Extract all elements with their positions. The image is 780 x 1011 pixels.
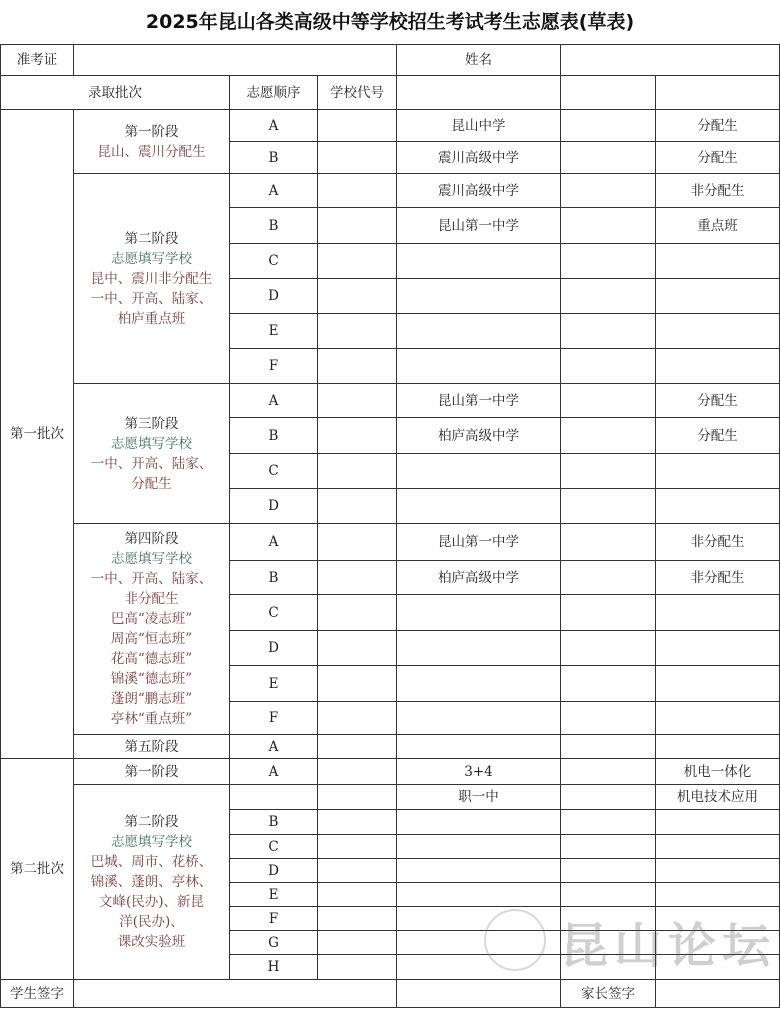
admission-type-field[interactable] (656, 595, 780, 631)
school-code-field[interactable] (318, 907, 397, 931)
school-code-field[interactable] (318, 859, 397, 883)
choice-order: B (230, 561, 318, 595)
choice-order: F (230, 702, 318, 735)
school-code-field[interactable] (318, 759, 397, 785)
choice-order: A (230, 384, 318, 418)
exam-id-label: 准考证 (1, 45, 74, 76)
choice-order: C (230, 835, 318, 859)
stage-title: 第五阶段 (74, 735, 230, 759)
school-name-field[interactable]: 震川高级中学 (397, 174, 561, 208)
school-name-field[interactable] (397, 702, 561, 735)
choice-order: B (230, 810, 318, 835)
admission-type-field[interactable]: 非分配生 (656, 561, 780, 595)
parent-signature-label: 家长签字 (561, 980, 656, 1008)
school-name-field[interactable] (397, 735, 561, 759)
school-name-field[interactable] (397, 907, 561, 931)
school-code-field[interactable] (318, 349, 397, 384)
extra-field[interactable] (561, 666, 656, 702)
school-name-field[interactable] (397, 666, 561, 702)
admission-type-field[interactable] (656, 735, 780, 759)
school-code-field[interactable] (318, 384, 397, 418)
stage-title: 第三阶段 (124, 415, 179, 432)
batch-header: 录取批次 (1, 76, 230, 110)
name-field[interactable] (561, 45, 780, 76)
school-name-field[interactable] (397, 489, 561, 524)
extra-field[interactable] (561, 595, 656, 631)
choice-order: E (230, 883, 318, 907)
admission-type-field[interactable] (656, 666, 780, 702)
extra-field[interactable] (561, 785, 656, 810)
school-code-field[interactable] (318, 631, 397, 666)
school-name-field[interactable]: 柏庐高级中学 (397, 561, 561, 595)
school-name-field[interactable]: 柏庐高级中学 (397, 418, 561, 454)
choice-order: D (230, 489, 318, 524)
admission-type-field[interactable] (656, 859, 780, 883)
extra-field[interactable] (561, 489, 656, 524)
school-name-field[interactable] (397, 314, 561, 349)
school-name-field[interactable]: 昆山第一中学 (397, 524, 561, 561)
extra-field[interactable] (561, 110, 656, 142)
extra-field[interactable] (561, 835, 656, 859)
batch-2-label: 第二批次 (1, 759, 74, 980)
application-form-table (0, 44, 780, 1008)
choice-order (230, 785, 318, 810)
stage-note: 分配生 (131, 475, 172, 492)
extra-field[interactable] (561, 208, 656, 244)
choice-order: E (230, 666, 318, 702)
stage-note: 花高“德志班” (110, 651, 193, 667)
extra-field[interactable] (561, 931, 656, 955)
extra-field[interactable] (561, 279, 656, 314)
choice-order: C (230, 595, 318, 631)
school-code-field[interactable] (318, 524, 397, 561)
admission-type-field[interactable] (656, 702, 780, 735)
school-code-field[interactable] (318, 835, 397, 859)
stage-note: 洋(民办)、 (119, 914, 184, 930)
batch-1-label: 第一批次 (1, 110, 74, 759)
stage-note: 一中、开高、陆家、 (90, 455, 213, 472)
admission-type-field[interactable] (656, 907, 780, 931)
stage-note: 柏庐重点班 (117, 310, 186, 327)
stage-title: 第二阶段 (124, 230, 179, 247)
extra-field[interactable] (561, 907, 656, 931)
extra-field[interactable] (561, 174, 656, 208)
admission-type-field[interactable] (656, 244, 780, 279)
student-signature-label: 学生签字 (1, 980, 74, 1008)
school-code-field[interactable] (318, 279, 397, 314)
extra-field[interactable] (561, 883, 656, 907)
admission-type-field[interactable]: 机电一体化 (656, 759, 780, 785)
extra-field[interactable] (561, 955, 656, 980)
choice-order: A (230, 174, 318, 208)
choice-order: D (230, 279, 318, 314)
school-code-field[interactable] (318, 702, 397, 735)
school-code-field[interactable] (318, 931, 397, 955)
admission-type-field[interactable] (656, 631, 780, 666)
stage-note: 昆中、震川非分配生 (90, 270, 213, 287)
choice-order: E (230, 314, 318, 349)
stage-note: 课改实验班 (117, 934, 186, 950)
stage-note: 锦溪、蓬朗、亭林、 (90, 874, 213, 890)
stage-note: 志愿填写学校 (111, 551, 192, 567)
school-name-field[interactable]: 昆山中学 (397, 110, 561, 142)
school-code-field[interactable] (318, 955, 397, 980)
admission-type-field[interactable] (656, 810, 780, 835)
admission-type-field[interactable] (656, 314, 780, 349)
school-code-field[interactable] (318, 244, 397, 279)
stage-description (74, 524, 230, 735)
admission-type-field[interactable] (656, 955, 780, 980)
admission-type-field[interactable] (656, 454, 780, 489)
admission-type-field[interactable]: 重点班 (656, 208, 780, 244)
extra-field[interactable] (561, 418, 656, 454)
choice-order: D (230, 631, 318, 666)
admission-type-field[interactable]: 非分配生 (656, 174, 780, 208)
stage-description (74, 384, 230, 524)
choice-order: A (230, 759, 318, 785)
choice-order: H (230, 955, 318, 980)
school-name-field[interactable] (397, 835, 561, 859)
admission-type-field[interactable]: 分配生 (656, 142, 780, 174)
stage-note: 一中、开高、陆家、 (90, 290, 213, 307)
stage-description (74, 110, 230, 174)
stage-title: 第二阶段 (124, 814, 179, 830)
stage-note: 巴城、周市、花桥、 (90, 854, 213, 870)
name-label: 姓名 (397, 45, 561, 76)
stage-note: 志愿填写学校 (111, 250, 192, 267)
type-header (656, 76, 780, 110)
admission-type-field[interactable]: 非分配生 (656, 524, 780, 561)
choice-order: F (230, 907, 318, 931)
choice-order: A (230, 110, 318, 142)
stage-note: 志愿填写学校 (111, 834, 192, 850)
school-name-field[interactable] (397, 279, 561, 314)
choice-order: B (230, 142, 318, 174)
school-code-field[interactable] (318, 785, 397, 810)
extra-field[interactable] (561, 384, 656, 418)
school-code-field[interactable] (318, 810, 397, 835)
blank-header (561, 76, 656, 110)
choice-order: C (230, 454, 318, 489)
extra-field[interactable] (561, 561, 656, 595)
school-name-field[interactable]: 震川高级中学 (397, 142, 561, 174)
extra-field[interactable] (561, 349, 656, 384)
school-name-field[interactable] (397, 349, 561, 384)
school-name-field[interactable] (397, 859, 561, 883)
school-name-field[interactable]: 昆山第一中学 (397, 384, 561, 418)
choice-order: C (230, 244, 318, 279)
school-code-field[interactable] (318, 142, 397, 174)
code-header: 学校代号 (318, 76, 397, 110)
extra-field[interactable] (561, 454, 656, 489)
admission-type-field[interactable]: 机电技术应用 (656, 785, 780, 810)
school-name-field[interactable] (397, 244, 561, 279)
admission-type-field[interactable]: 分配生 (656, 384, 780, 418)
school-name-field[interactable] (397, 595, 561, 631)
admission-type-field[interactable] (656, 931, 780, 955)
extra-field[interactable] (561, 314, 656, 349)
choice-order: F (230, 349, 318, 384)
school-code-field[interactable] (318, 314, 397, 349)
admission-type-field[interactable] (656, 279, 780, 314)
exam-id-field[interactable] (74, 45, 397, 76)
stage-note: 巴高“凌志班” (110, 611, 193, 627)
stage-title: 第四阶段 (124, 531, 179, 547)
school-name-field[interactable]: 职一中 (397, 785, 561, 810)
extra-field[interactable] (561, 142, 656, 174)
stage-note: 志愿填写学校 (111, 435, 192, 452)
school-code-field[interactable] (318, 110, 397, 142)
admission-type-field[interactable] (656, 883, 780, 907)
extra-field[interactable] (561, 859, 656, 883)
choice-order: A (230, 524, 318, 561)
student-signature-field[interactable] (74, 980, 397, 1008)
choice-order: G (230, 931, 318, 955)
choice-order: D (230, 859, 318, 883)
admission-type-field[interactable] (656, 349, 780, 384)
school-name-field[interactable] (397, 454, 561, 489)
extra-field[interactable] (561, 702, 656, 735)
school-header (397, 76, 561, 110)
admission-type-field[interactable] (656, 489, 780, 524)
extra-field[interactable] (561, 631, 656, 666)
choice-order: B (230, 208, 318, 244)
watermark-text: 昆山论坛 (560, 918, 777, 974)
school-name-field[interactable]: 3+4 (397, 759, 561, 785)
school-code-field[interactable] (318, 595, 397, 631)
choice-order: B (230, 418, 318, 454)
stage-note: 昆山、震川分配生 (97, 143, 206, 160)
stage-note: 周高“恒志班” (110, 631, 193, 647)
stage-description (74, 785, 230, 980)
admission-type-field[interactable]: 分配生 (656, 418, 780, 454)
school-code-field[interactable] (318, 418, 397, 454)
stage-note: 一中、开高、陆家、 (90, 571, 213, 587)
stage-description (74, 174, 230, 384)
admission-type-field[interactable]: 分配生 (656, 110, 780, 142)
school-name-field[interactable] (397, 810, 561, 835)
extra-field[interactable] (561, 759, 656, 785)
extra-field[interactable] (561, 735, 656, 759)
school-name-field[interactable]: 昆山第一中学 (397, 208, 561, 244)
stage-title: 第一阶段 (74, 759, 230, 785)
code-spacer (397, 980, 561, 1008)
school-name-field[interactable] (397, 955, 561, 980)
admission-type-field[interactable] (656, 835, 780, 859)
extra-field[interactable] (561, 244, 656, 279)
stage-note: 蓬朗“鹏志班” (110, 691, 193, 707)
order-header: 志愿顺序 (230, 76, 318, 110)
school-name-field[interactable] (397, 631, 561, 666)
stage-title: 第一阶段 (124, 123, 179, 140)
school-code-field[interactable] (318, 174, 397, 208)
stage-note: 亭林“重点班” (110, 711, 193, 727)
school-code-field[interactable] (318, 489, 397, 524)
stage-note: 锦溪“德志班” (110, 671, 193, 687)
school-code-field[interactable] (318, 883, 397, 907)
school-name-field[interactable] (397, 931, 561, 955)
stage-note: 非分配生 (124, 591, 179, 607)
school-code-field[interactable] (318, 735, 397, 759)
extra-field[interactable] (561, 524, 656, 561)
school-code-field[interactable] (318, 666, 397, 702)
school-code-field[interactable] (318, 208, 397, 244)
school-name-field[interactable] (397, 883, 561, 907)
school-code-field[interactable] (318, 561, 397, 595)
choice-order: A (230, 735, 318, 759)
stage-note: 文峰(民办)、新昆 (98, 894, 205, 910)
extra-field[interactable] (561, 810, 656, 835)
parent-signature-field[interactable] (656, 980, 780, 1008)
school-code-field[interactable] (318, 454, 397, 489)
page-title: 2025年昆山各类高级中等学校招生考试考生志愿表(草表) (145, 11, 635, 33)
